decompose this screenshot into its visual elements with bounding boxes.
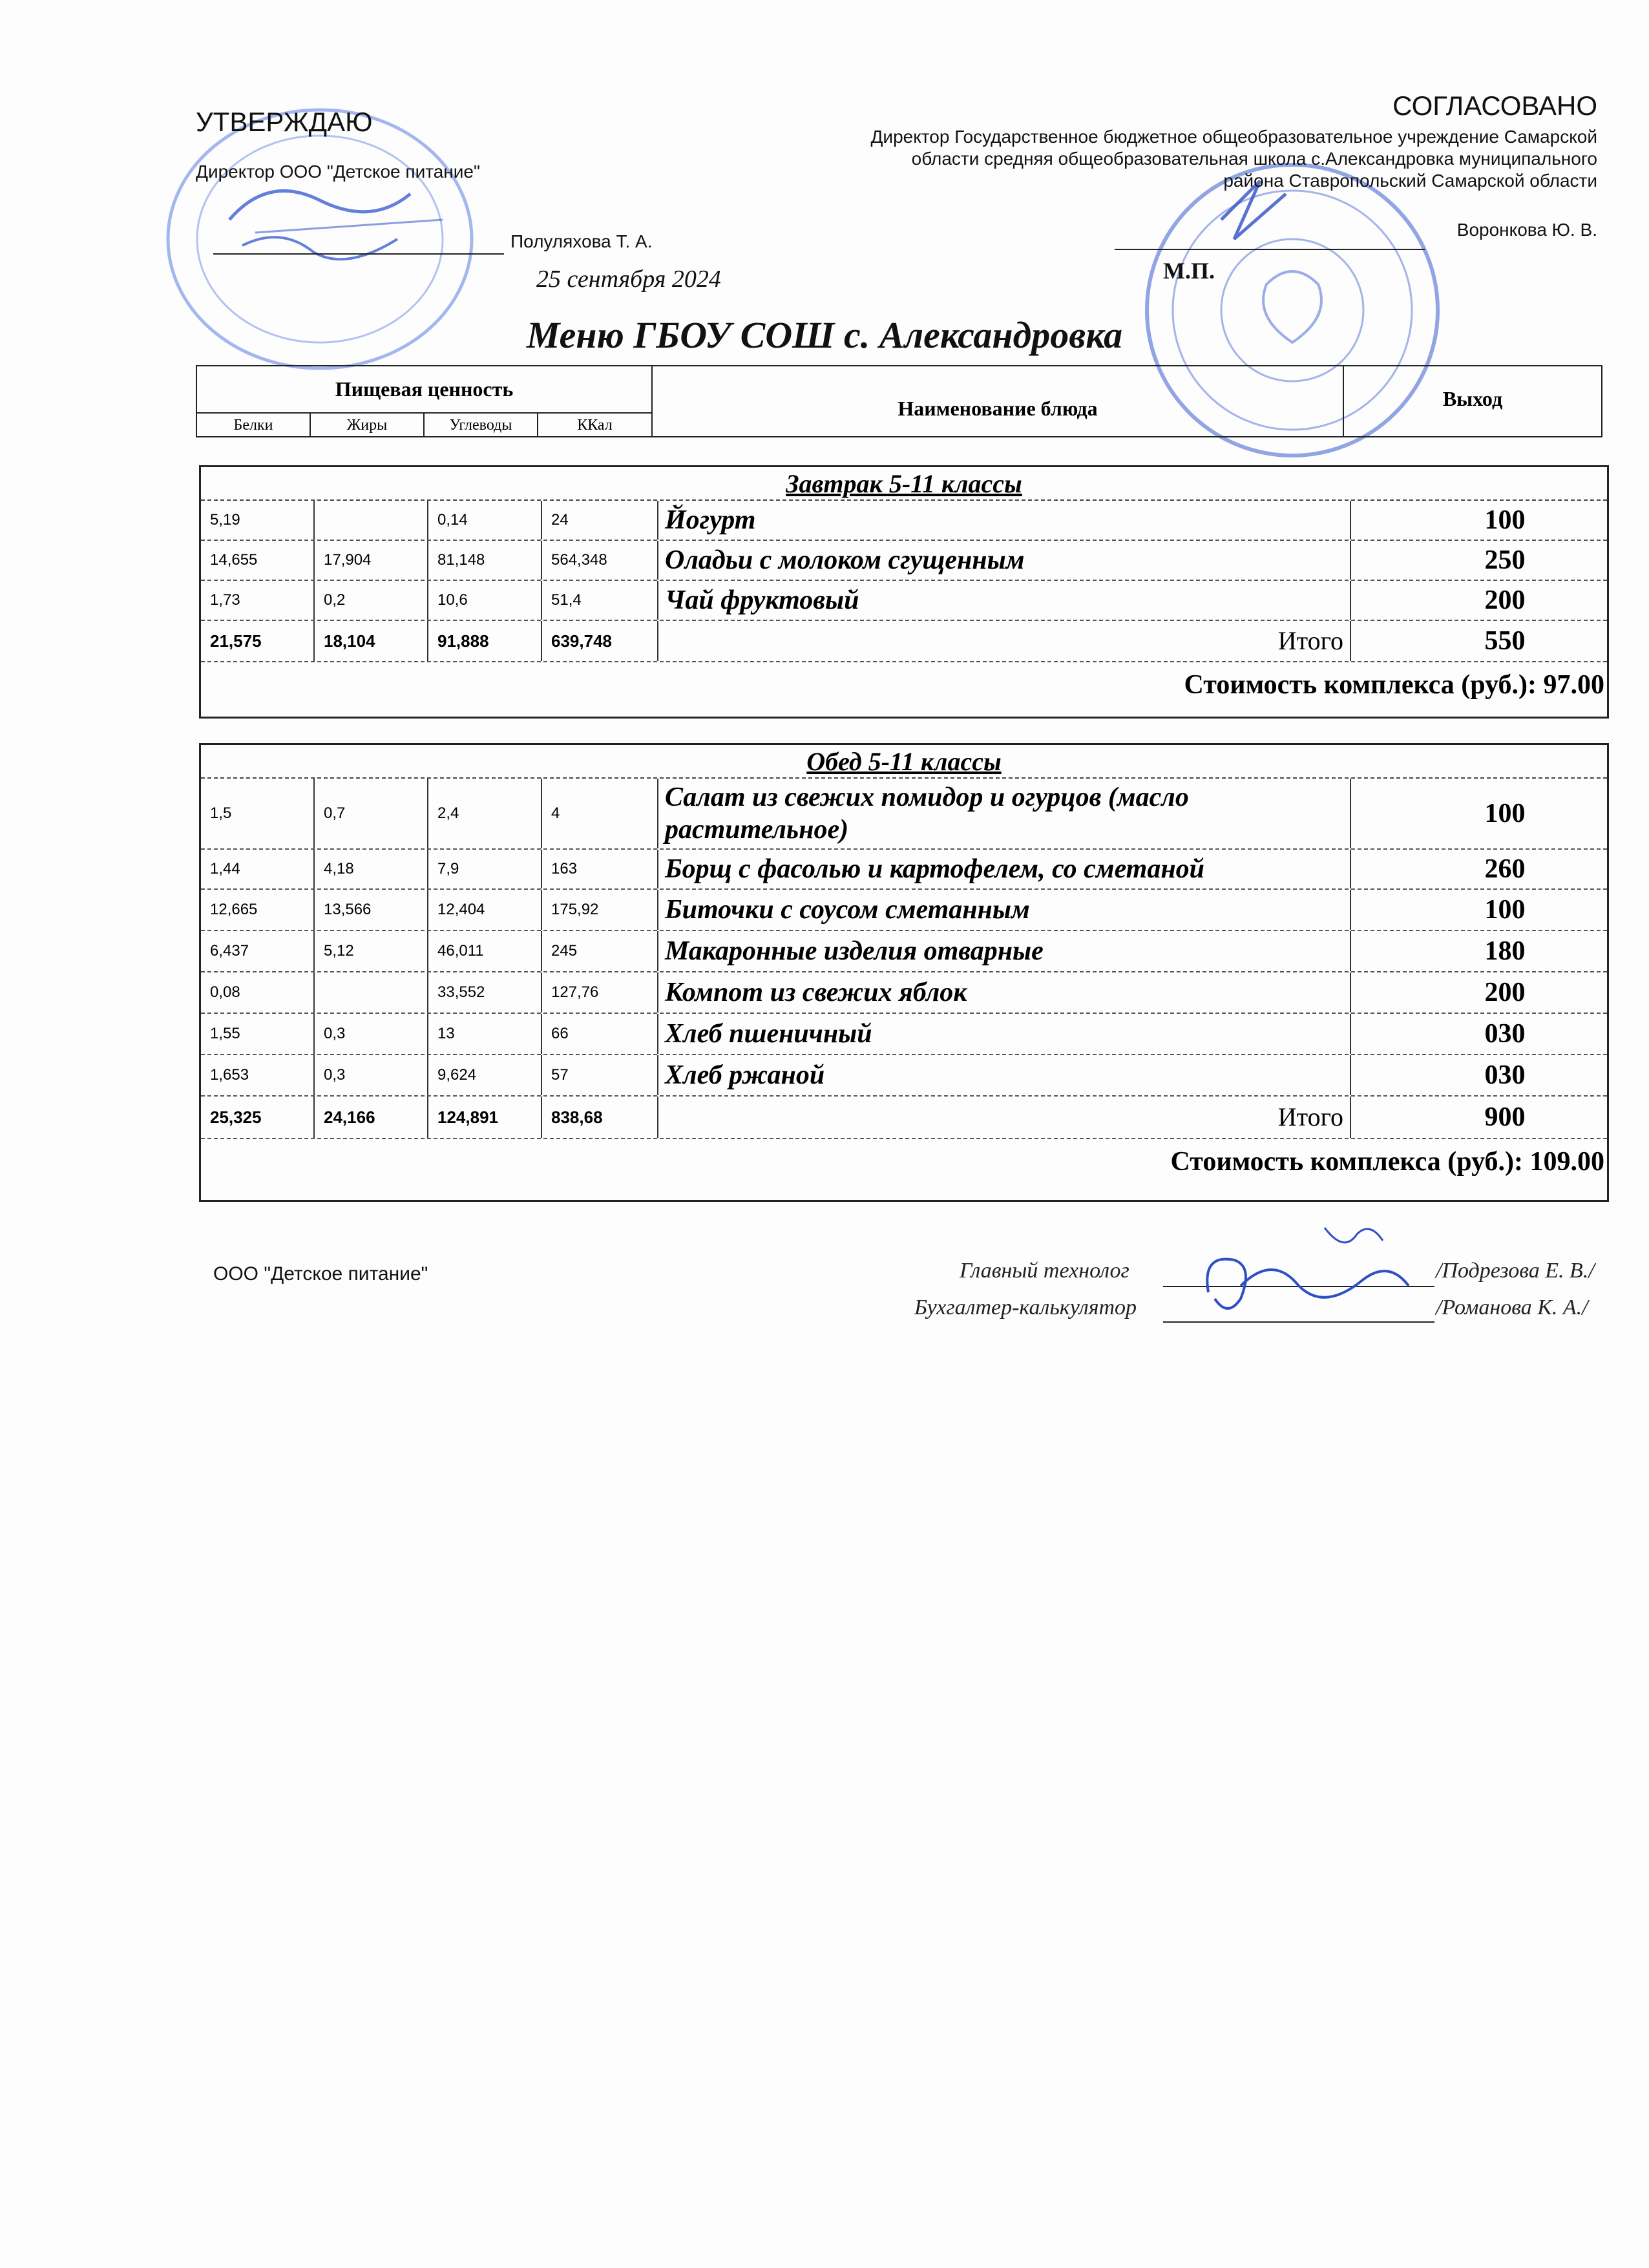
agree-name: Воронкова Ю. В. (1456, 220, 1597, 240)
nutrition-cell: 7,9 (428, 850, 542, 888)
approve-signature-line (213, 253, 504, 255)
total-nutrition-cell: 124,891 (428, 1097, 542, 1138)
menu-title: Меню ГБОУ СОШ с. Александровка (526, 314, 1123, 356)
dish-header: Наименование блюда (653, 366, 1344, 436)
menu-row (201, 581, 1607, 621)
dish-output: 100 (1484, 505, 1526, 535)
approve-title: УТВЕРЖДАЮ (196, 107, 373, 137)
total-nutrition-cell: 91,888 (428, 621, 542, 661)
dish-name: Биточки с соусом сметанным (658, 890, 1351, 930)
nutrition-cell: 46,011 (428, 931, 542, 971)
menu-row (201, 890, 1607, 931)
nutrition-cell: 0,7 (315, 779, 428, 848)
nutrition-cell: 0,2 (315, 581, 428, 620)
nutrition-cell: 4,18 (315, 850, 428, 888)
menu-row (201, 541, 1607, 581)
kcal-header: ККал (538, 414, 653, 437)
nutrition-cell (315, 501, 428, 540)
menu-row (201, 779, 1607, 850)
lunch-title: Обед 5-11 классы (201, 745, 1607, 779)
lunch-rows (201, 779, 1607, 1139)
total-row (201, 621, 1607, 662)
nutrition-cell: 0,14 (428, 501, 542, 540)
nutrition-cell: 12,404 (428, 890, 542, 930)
lunch-section (199, 743, 1609, 1202)
footer-handwritten-signatures (1195, 1215, 1428, 1338)
dish-name: Компот из свежих яблок (658, 972, 1351, 1013)
nutrition-cell: 4 (542, 779, 658, 848)
breakfast-rows (201, 501, 1607, 662)
dish-output: 180 (1484, 936, 1526, 966)
tech-name: /Подрезова Е. В./ (1436, 1259, 1595, 1283)
dish-output: 200 (1484, 585, 1526, 615)
total-output: 550 (1484, 626, 1526, 656)
approve-date: 25 сентября 2024 (536, 266, 721, 293)
dish-name: Оладьи с молоком сгущенным (658, 541, 1351, 580)
nutrition-cell: 24 (542, 501, 658, 540)
dish-output: 250 (1484, 545, 1526, 575)
nutrition-cell: 0,3 (315, 1055, 428, 1095)
approve-name: Полуляхова Т. А. (510, 231, 653, 251)
total-label: Итого (658, 1097, 1351, 1138)
tech-role: Главный технолог (960, 1259, 1129, 1283)
stamp-place-label: М.П. (1163, 258, 1215, 284)
nutrition-cell: 57 (542, 1055, 658, 1095)
footer-organization: ООО "Детское питание" (213, 1263, 428, 1285)
nutrition-cell: 175,92 (542, 890, 658, 930)
agree-role-line: Директор Государственное бюджетное общеобразовательное учреждение Самарской (870, 127, 1597, 147)
dish-name: Борщ с фасолью и картофелем, со сметаной (658, 850, 1351, 888)
column-header-table (196, 365, 1602, 437)
approve-role: Директор ООО "Детское питание" (196, 162, 480, 182)
dish-output: 200 (1484, 978, 1526, 1007)
accountant-role: Бухгалтер-калькулятор (914, 1296, 1137, 1319)
breakfast-cost: Стоимость комплекса (руб.): 97.00 (1184, 670, 1604, 700)
menu-row (201, 1014, 1607, 1055)
nutrition-cell: 81,148 (428, 541, 542, 580)
dish-name: Салат из свежих помидор и огурцов (масло растительное) (658, 779, 1351, 848)
nutrition-cell: 1,653 (201, 1055, 315, 1095)
total-nutrition-cell: 24,166 (315, 1097, 428, 1138)
agree-role-line: района Ставропольский Самарской области (1223, 171, 1597, 191)
lunch-cost: Стоимость комплекса (руб.): 109.00 (1170, 1147, 1604, 1177)
dish-name: Йогурт (658, 501, 1351, 540)
nutrition-cell: 51,4 (542, 581, 658, 620)
breakfast-title: Завтрак 5-11 классы (201, 467, 1607, 501)
nutrition-cell: 1,44 (201, 850, 315, 888)
nutrition-cell: 66 (542, 1014, 658, 1054)
nutrition-cell: 12,665 (201, 890, 315, 930)
nutrition-cell: 13 (428, 1014, 542, 1054)
nutrition-cell: 13,566 (315, 890, 428, 930)
fat-header: Жиры (311, 414, 425, 437)
total-nutrition-cell: 838,68 (542, 1097, 658, 1138)
total-output: 900 (1484, 1102, 1526, 1132)
nutrition-cell: 33,552 (428, 972, 542, 1013)
nutrition-header: Пищевая ценность (197, 366, 653, 414)
dish-output: 100 (1484, 799, 1526, 828)
total-label: Итого (658, 621, 1351, 661)
nutrition-cell: 14,655 (201, 541, 315, 580)
menu-row (201, 1055, 1607, 1097)
nutrition-cell: 564,348 (542, 541, 658, 580)
nutrition-cell: 10,6 (428, 581, 542, 620)
dish-output: 260 (1484, 854, 1526, 884)
agree-role (822, 126, 1597, 192)
carbs-header: Углеводы (425, 414, 538, 437)
agree-signature-line (1115, 249, 1425, 250)
nutrition-cell: 163 (542, 850, 658, 888)
nutrition-cell: 0,3 (315, 1014, 428, 1054)
protein-header: Белки (197, 414, 311, 437)
total-nutrition-cell: 18,104 (315, 621, 428, 661)
nutrition-cell (315, 972, 428, 1013)
dish-name: Хлеб ржаной (658, 1055, 1351, 1095)
accountant-name: /Романова К. А./ (1436, 1296, 1588, 1319)
nutrition-cell: 9,624 (428, 1055, 542, 1095)
menu-row (201, 931, 1607, 972)
agree-title: СОГЛАСОВАНО (1392, 90, 1597, 121)
nutrition-cell: 6,437 (201, 931, 315, 971)
dish-output: 030 (1484, 1019, 1526, 1049)
menu-row (201, 850, 1607, 890)
menu-row (201, 972, 1607, 1014)
nutrition-cell: 1,55 (201, 1014, 315, 1054)
nutrition-cell: 2,4 (428, 779, 542, 848)
nutrition-cell: 1,5 (201, 779, 315, 848)
dish-output: 030 (1484, 1060, 1526, 1090)
nutrition-cell: 5,19 (201, 501, 315, 540)
nutrition-cell: 17,904 (315, 541, 428, 580)
dish-output: 100 (1484, 895, 1526, 925)
nutrition-cell: 1,73 (201, 581, 315, 620)
total-nutrition-cell: 21,575 (201, 621, 315, 661)
total-nutrition-cell: 25,325 (201, 1097, 315, 1138)
dish-name: Макаронные изделия отварные (658, 931, 1351, 971)
nutrition-cell: 127,76 (542, 972, 658, 1013)
total-row (201, 1097, 1607, 1139)
breakfast-section (199, 465, 1609, 719)
nutrition-cell: 245 (542, 931, 658, 971)
menu-row (201, 501, 1607, 541)
dish-name: Чай фруктовый (658, 581, 1351, 620)
output-header: Выход (1442, 387, 1503, 410)
agree-role-line: области средняя общеобразовательная школа с.Александровка муниципального (911, 149, 1597, 169)
nutrition-cell: 5,12 (315, 931, 428, 971)
nutrition-cell: 0,08 (201, 972, 315, 1013)
total-nutrition-cell: 639,748 (542, 621, 658, 661)
dish-name: Хлеб пшеничный (658, 1014, 1351, 1054)
